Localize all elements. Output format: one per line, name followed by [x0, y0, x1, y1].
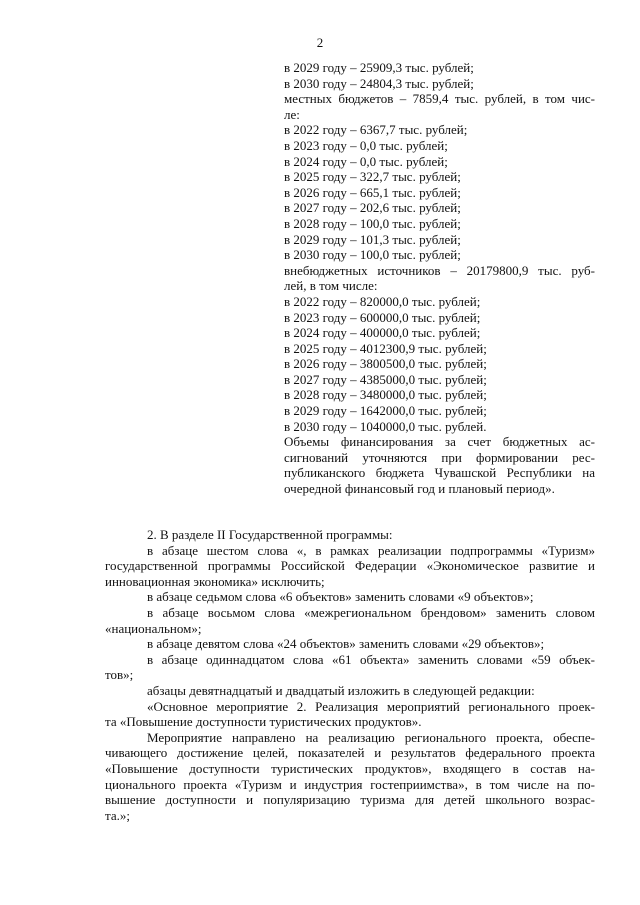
financing-line: в 2025 году – 4012300,9 тыс. рублей;: [284, 340, 487, 356]
financing-line: публиканского бюджета Чувашской Республики на: [284, 465, 595, 481]
text-line: ционального проекта «Туризм и индустрия гостеприимства», в том числе на по-: [105, 776, 595, 792]
financing-line: в 2030 году – 24804,3 тыс. рублей;: [284, 75, 474, 91]
financing-line: Объемы финансирования за счет бюджетных ас-: [284, 434, 595, 450]
financing-line: в 2024 году – 400000,0 тыс. рублей;: [284, 325, 481, 341]
financing-line: внебюджетных источников – 20179800,9 тыс. руб-: [284, 262, 595, 278]
financing-line: в 2024 году – 0,0 тыс. рублей;: [284, 153, 448, 169]
text-line: в абзаце седьмом слова «6 объектов» заменить словами «9 объектов»;: [147, 589, 534, 605]
financing-line: в 2027 году – 202,6 тыс. рублей;: [284, 200, 461, 216]
text-line: Мероприятие направлено на реализацию регионального проекта, обеспе-: [147, 729, 595, 745]
financing-line: в 2022 году – 6367,7 тыс. рублей;: [284, 122, 468, 138]
financing-line: в 2029 году – 25909,3 тыс. рублей;: [284, 60, 474, 75]
financing-line: ле:: [284, 106, 300, 122]
financing-line: в 2030 году – 100,0 тыс. рублей;: [284, 247, 461, 263]
text-line: тов»;: [105, 667, 134, 683]
text-line: «Повышение доступности туристических продуктов», входящего в состав на-: [105, 760, 595, 776]
financing-line: очередной финансовый год и плановый период».: [284, 481, 555, 497]
text-line: 2. В разделе II Государственной программы:: [147, 527, 393, 542]
financing-line: в 2028 году – 3480000,0 тыс. рублей;: [284, 387, 487, 403]
financing-line: в 2029 году – 101,3 тыс. рублей;: [284, 231, 461, 247]
financing-line: в 2025 году – 322,7 тыс. рублей;: [284, 169, 461, 185]
financing-line: лей, в том числе:: [284, 278, 378, 294]
financing-line: в 2029 году – 1642000,0 тыс. рублей;: [284, 403, 487, 419]
financing-line: в 2023 году – 600000,0 тыс. рублей;: [284, 309, 481, 325]
text-line: в абзаце восьмом слова «межрегиональном брендовом» заменить словом: [147, 604, 595, 620]
financing-line: в 2022 году – 820000,0 тыс. рублей;: [284, 293, 481, 309]
financing-column: [284, 60, 595, 497]
text-line: в абзаце девятом слова «24 объектов» заменить словами «29 объектов»;: [147, 636, 545, 652]
financing-line: в 2023 году – 0,0 тыс. рублей;: [284, 137, 448, 153]
text-line: абзацы девятнадцатый и двадцатый изложить в следующей редакции:: [147, 682, 535, 698]
text-line: «Основное мероприятие 2. Реализация мероприятий регионального проек-: [147, 698, 595, 714]
amendments-text: [105, 527, 595, 823]
text-line: «национальном»;: [105, 620, 202, 636]
financing-line: в 2026 году – 665,1 тыс. рублей;: [284, 184, 461, 200]
text-line: чивающего достижение целей, показателей и результатов федерального проекта: [105, 745, 595, 761]
text-line: государственной программы Российской Федерации «Экономическое развитие и: [105, 558, 595, 574]
financing-line: в 2030 году – 1040000,0 тыс. рублей.: [284, 418, 487, 434]
text-line: в абзаце шестом слова «, в рамках реализации подпрограммы «Туризм»: [147, 542, 595, 558]
text-line: та.»;: [105, 807, 130, 823]
text-line: та «Повышение доступности туристических продуктов».: [105, 714, 422, 730]
page-number: 2: [316, 35, 324, 50]
financing-line: в 2028 году – 100,0 тыс. рублей;: [284, 215, 461, 231]
text-line: инновационная экономика» исключить;: [105, 573, 325, 589]
text-line: вышение доступности и популяризацию туризма для детей школьного возрас-: [105, 792, 595, 808]
text-line: в абзаце одиннадцатом слова «61 объекта» заменить словами «59 объек-: [147, 651, 595, 667]
financing-line: в 2026 году – 3800500,0 тыс. рублей;: [284, 356, 487, 372]
financing-line: сигнований уточняются при формировании рес-: [284, 449, 595, 465]
financing-line: местных бюджетов – 7859,4 тыс. рублей, в том чис-: [284, 91, 595, 107]
financing-line: в 2027 году – 4385000,0 тыс. рублей;: [284, 371, 487, 387]
